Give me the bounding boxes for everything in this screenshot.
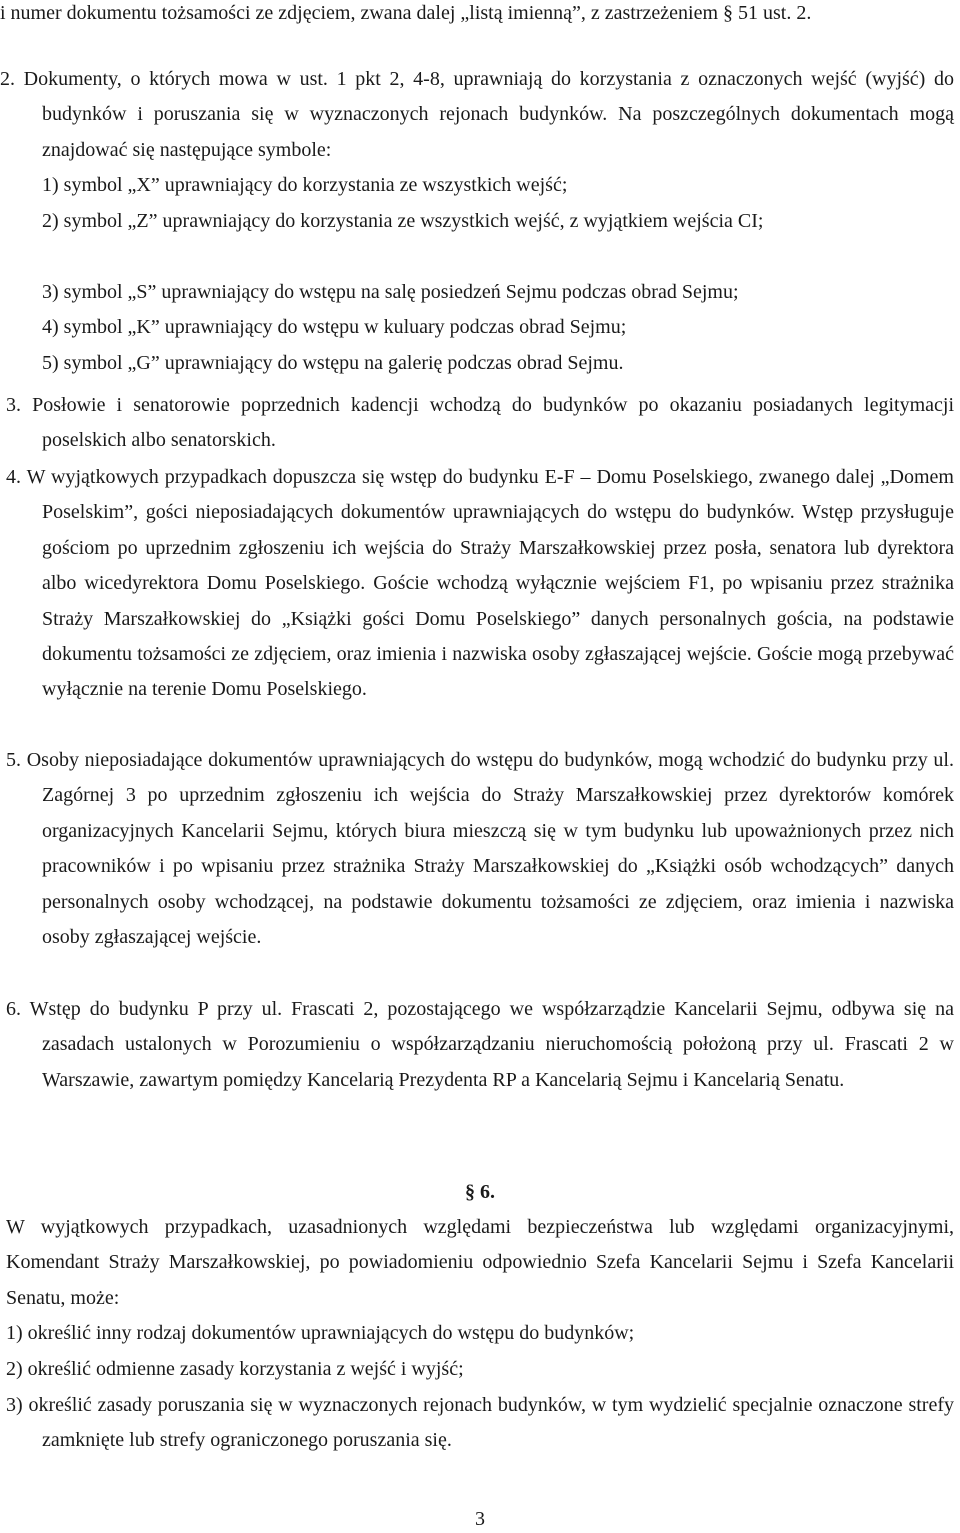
symbol-item-2: 2) symbol „Z” uprawniający do korzystania ze wszystkich wejść, z wyjątkiem wejścia CI; bbox=[42, 210, 764, 232]
paragraph-6: 6. Wstęp do budynku P przy ul. Frascati 2, pozostającego we współzarządzie Kancelarii Sejmu, odbywa się na zasadach ustalonych w Porozumieniu o współzarządzaniu nieruchomością położoną przy ul. Frascati 2 w Warszawie, zawartym pomiędzy Kancelarią Prezydenta RP a Kancelarią Sejmu i Kancelarią Senatu. bbox=[6, 998, 954, 1091]
section-title: § 6. bbox=[465, 1181, 495, 1203]
paragraph-3: 3. Posłowie i senatorowie poprzednich kadencji wchodzą do budynków po okazaniu posiadanych legitymacji poselskich albo senatorskich. bbox=[6, 394, 954, 452]
section-6-item-2: 2) określić odmienne zasady korzystania z wejść i wyjść; bbox=[6, 1358, 464, 1380]
symbol-item-3: 3) symbol „S” uprawniający do wstępu na salę posiedzeń Sejmu podczas obrad Sejmu; bbox=[42, 281, 739, 303]
section-6-intro: W wyjątkowych przypadkach, uzasadnionych względami bezpieczeństwa lub względami organizacyjnymi, Komendant Straży Marszałkowskiej, po powiadomieniu odpowiednio Szefa Kancelarii Sejmu i Szefa Kancelarii Senatu, może: bbox=[6, 1216, 954, 1309]
paragraph-5: 5. Osoby nieposiadające dokumentów uprawniających do wstępu do budynków, mogą wchodzić do budynku przy ul. Zagórnej 3 po uprzednim zgłoszeniu ich wejścia do Straży Marszałkowskiej przez dyrektorów komórek organizacyjnych Kancelarii Sejmu, których biura mieszczą się w tym budynku lub upoważnionych przez nich pracowników i po wpisaniu przez strażnika Straży Marszałkowskiej do „Książki osób wchodzących” danych personalnych osoby wchodzącej, na podstawie dokumentu tożsamości ze zdjęciem, oraz imienia i nazwiska osoby zgłaszającej wejście. bbox=[6, 749, 954, 949]
symbol-item-1: 1) symbol „X” uprawniający do korzystania ze wszystkich wejść; bbox=[42, 174, 568, 196]
paragraph-4: 4. W wyjątkowych przypadkach dopuszcza się wstęp do budynku E-F – Domu Poselskiego, zwanego dalej „Domem Poselskim”, gości nieposiadających dokumentów uprawniających do wstępu do budynków. Wstęp przysługuje gościom po uprzednim zgłoszeniu ich wejścia do Straży Marszałkowskiej przez posła, senatora lub dyrektora albo wicedyrektora Domu Poselskiego. Goście wchodzą wyłącznie wejściem F1, po wpisaniu przez strażnika Straży Marszałkowskiej do „Książki gości Domu Poselskiego” danych personalnych gościa, na podstawie dokumentu tożsamości ze zdjęciem, oraz imienia i nazwiska osoby zgłaszającej wejście. Goście mogą przebywać wyłącznie na terenie Domu Poselskiego. bbox=[6, 466, 954, 701]
continued-text: i numer dokumentu tożsamości ze zdjęciem, zwana dalej „listą imienną”, z zastrzeżeniem § 51 ust. 2. bbox=[0, 2, 812, 24]
section-6-item-3: 3) określić zasady poruszania się w wyznaczonych rejonach budynków, w tym wydzielić specjalnie oznaczone strefy zamknięte lub strefy ograniczonego poruszania się. bbox=[6, 1394, 954, 1452]
section-6-item-1: 1) określić inny rodzaj dokumentów uprawniających do wstępu do budynków; bbox=[6, 1322, 635, 1344]
continued-paragraph bbox=[0, 0, 954, 31]
symbol-item-4: 4) symbol „K” uprawniający do wstępu w kuluary podczas obrad Sejmu; bbox=[42, 316, 627, 338]
paragraph-2-intro: 2. Dokumenty, o których mowa w ust. 1 pkt 2, 4-8, uprawniają do korzystania z oznaczonych wejść (wyjść) do budynków i poruszania się w wyznaczonych rejonach budynków. Na poszczególnych dokumentach mogą znajdować się następujące symbole: bbox=[0, 68, 954, 161]
symbol-item-5: 5) symbol „G” uprawniający do wstępu na galerię podczas obrad Sejmu. bbox=[42, 352, 624, 374]
page-number: 3 bbox=[475, 1508, 485, 1530]
